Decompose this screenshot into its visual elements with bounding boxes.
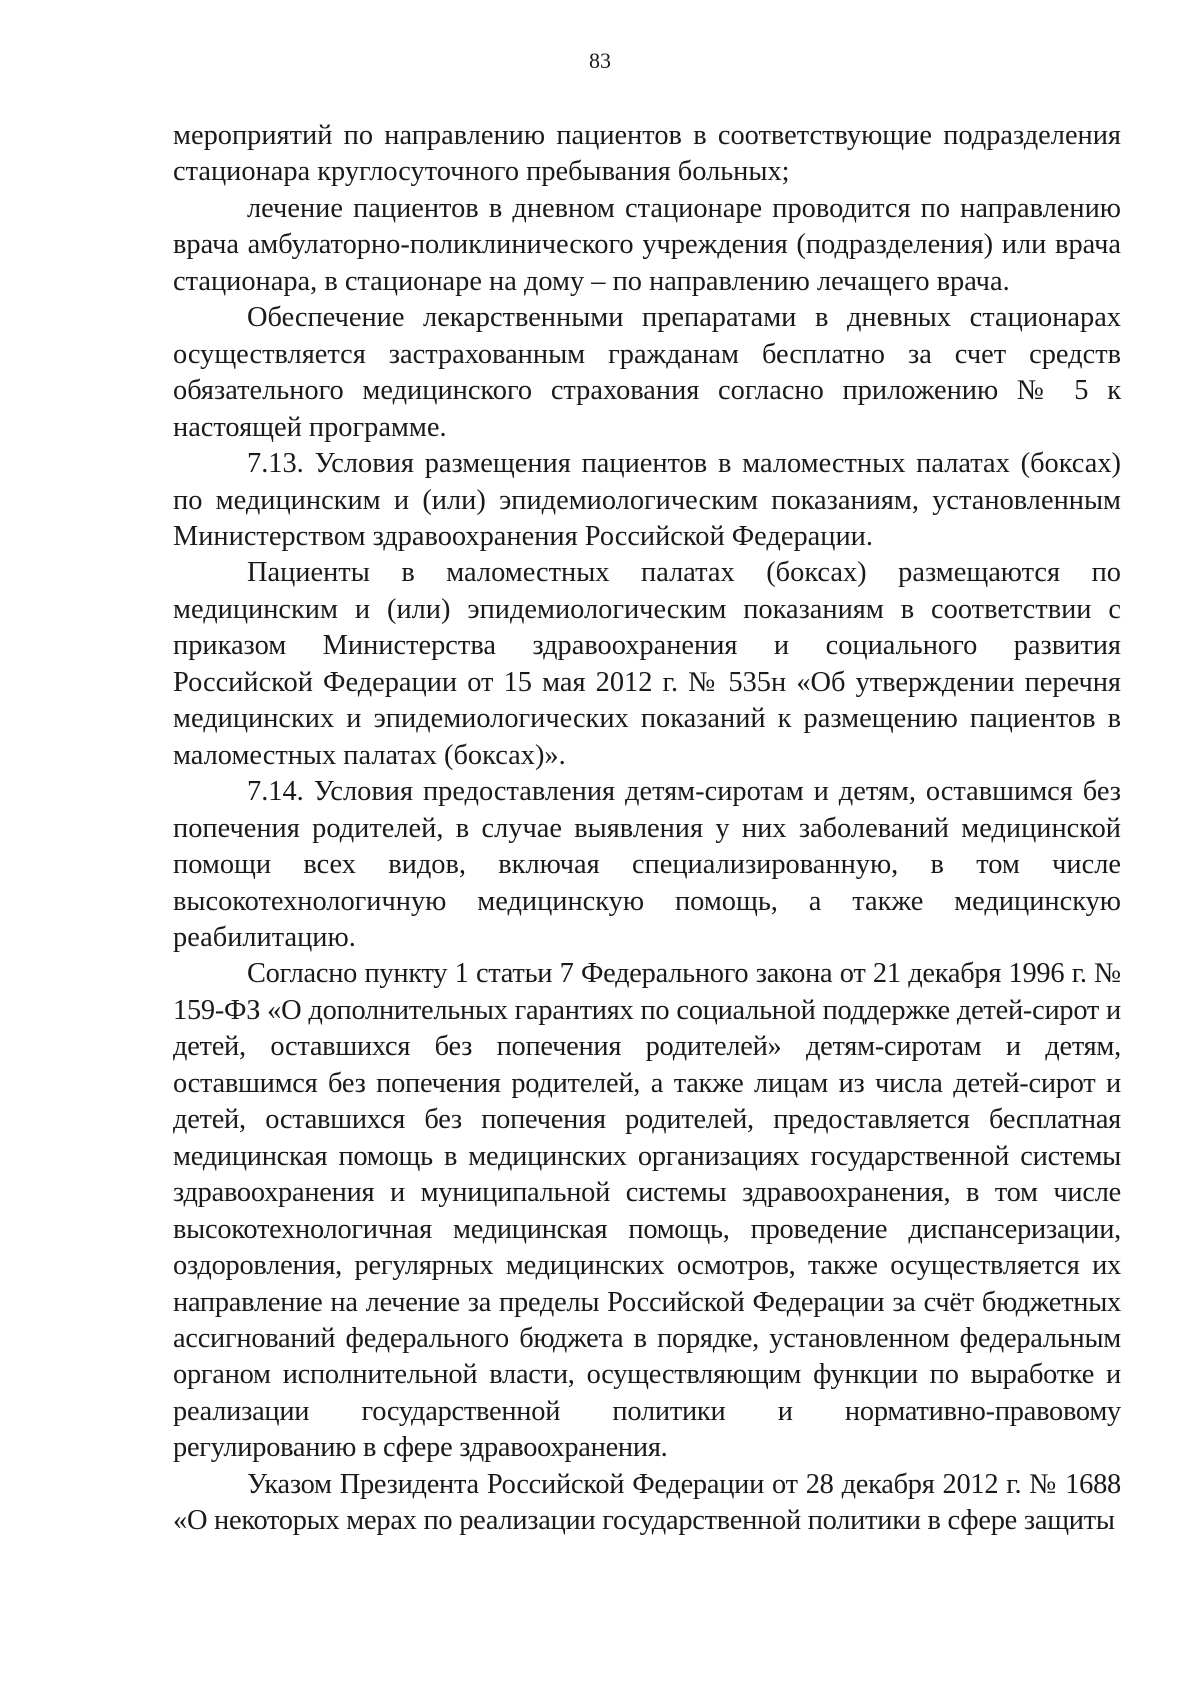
paragraph: Обеспечение лекарственными препаратами в дневных стационарах осуществляется застрахованным гражданам бесплатно за счет средств обязательного медицинского страхования согласно приложению № 5 к настоящей программе. [173, 302, 1121, 443]
paragraph: лечение пациентов в дневном стационаре проводится по направлению врача амбулаторно-поликлинического учреждения (подразделения) или врача стационара, в стационаре на дому – по направлению лечащего врача. [173, 192, 1121, 297]
section-heading-paragraph: 7.13. Условия размещения пациентов в маломестных палатах (боксах) по медицинским и (или) эпидемиологическим показаниям, установленным Министерством здравоохранения Российской Федерации. [173, 448, 1121, 552]
paragraph: Указом Президента Российской Федерации от 28 декабря 2012 г. № 1688 «О некоторых мерах по реализации государственной политики в сфере защиты [173, 1468, 1121, 1537]
page-number: 83 [589, 48, 611, 73]
paragraph: мероприятий по направлению пациентов в соответствующие подразделения стационара круглосуточного пребывания больных; [173, 120, 1121, 188]
paragraph: Согласно пункту 1 статьи 7 Федерального закона от 21 декабря 1996 г. № 159-ФЗ «О дополнительных гарантиях по социальной поддержке детей-сирот и детей, оставшихся без попечения родителей» детям-сиротам и детям, оставшимся без попечения родителей, а также лицам из числа детей-сирот и детей, оставшихся без попечения родителей, предоставляется бесплатная медицинская помощь в медицинских организациях государственной системы здравоохранения и муниципальной системы здравоохранения, в том числе высокотехнологичная медицинская помощь, проведение диспансеризации, оздоровления, регулярных медицинских осмотров, также осуществляется их направление на лечение за пределы Российской Федерации за счёт бюджетных ассигнований федерального бюджета в порядке, установленном федеральным органом исполнительной власти, осуществляющим функции по выработке и реализации государственной политики и нормативно-правовому регулированию в сфере здравоохранения. [173, 958, 1121, 1464]
section-heading-paragraph: 7.14. Условия предоставления детям-сиротам и детям, оставшимся без попечения родителей, в случае выявления у них заболеваний медицинской помощи всех видов, включая специализированную, в том числе высокотехнологичную медицинскую помощь, а также медицинскую реабилитацию. [173, 776, 1121, 953]
document-body [173, 118, 1121, 1540]
paragraph: Пациенты в маломестных палатах (боксах) размещаются по медицинским и (или) эпидемиологическим показаниям в соответствии с приказом Министерства здравоохранения и социального развития Российской Федерации от 15 мая 2012 г. № 535н «Об утверждении перечня медицинских и эпидемиологических показаний к размещению пациентов в маломестных палатах (боксах)». [173, 557, 1121, 771]
